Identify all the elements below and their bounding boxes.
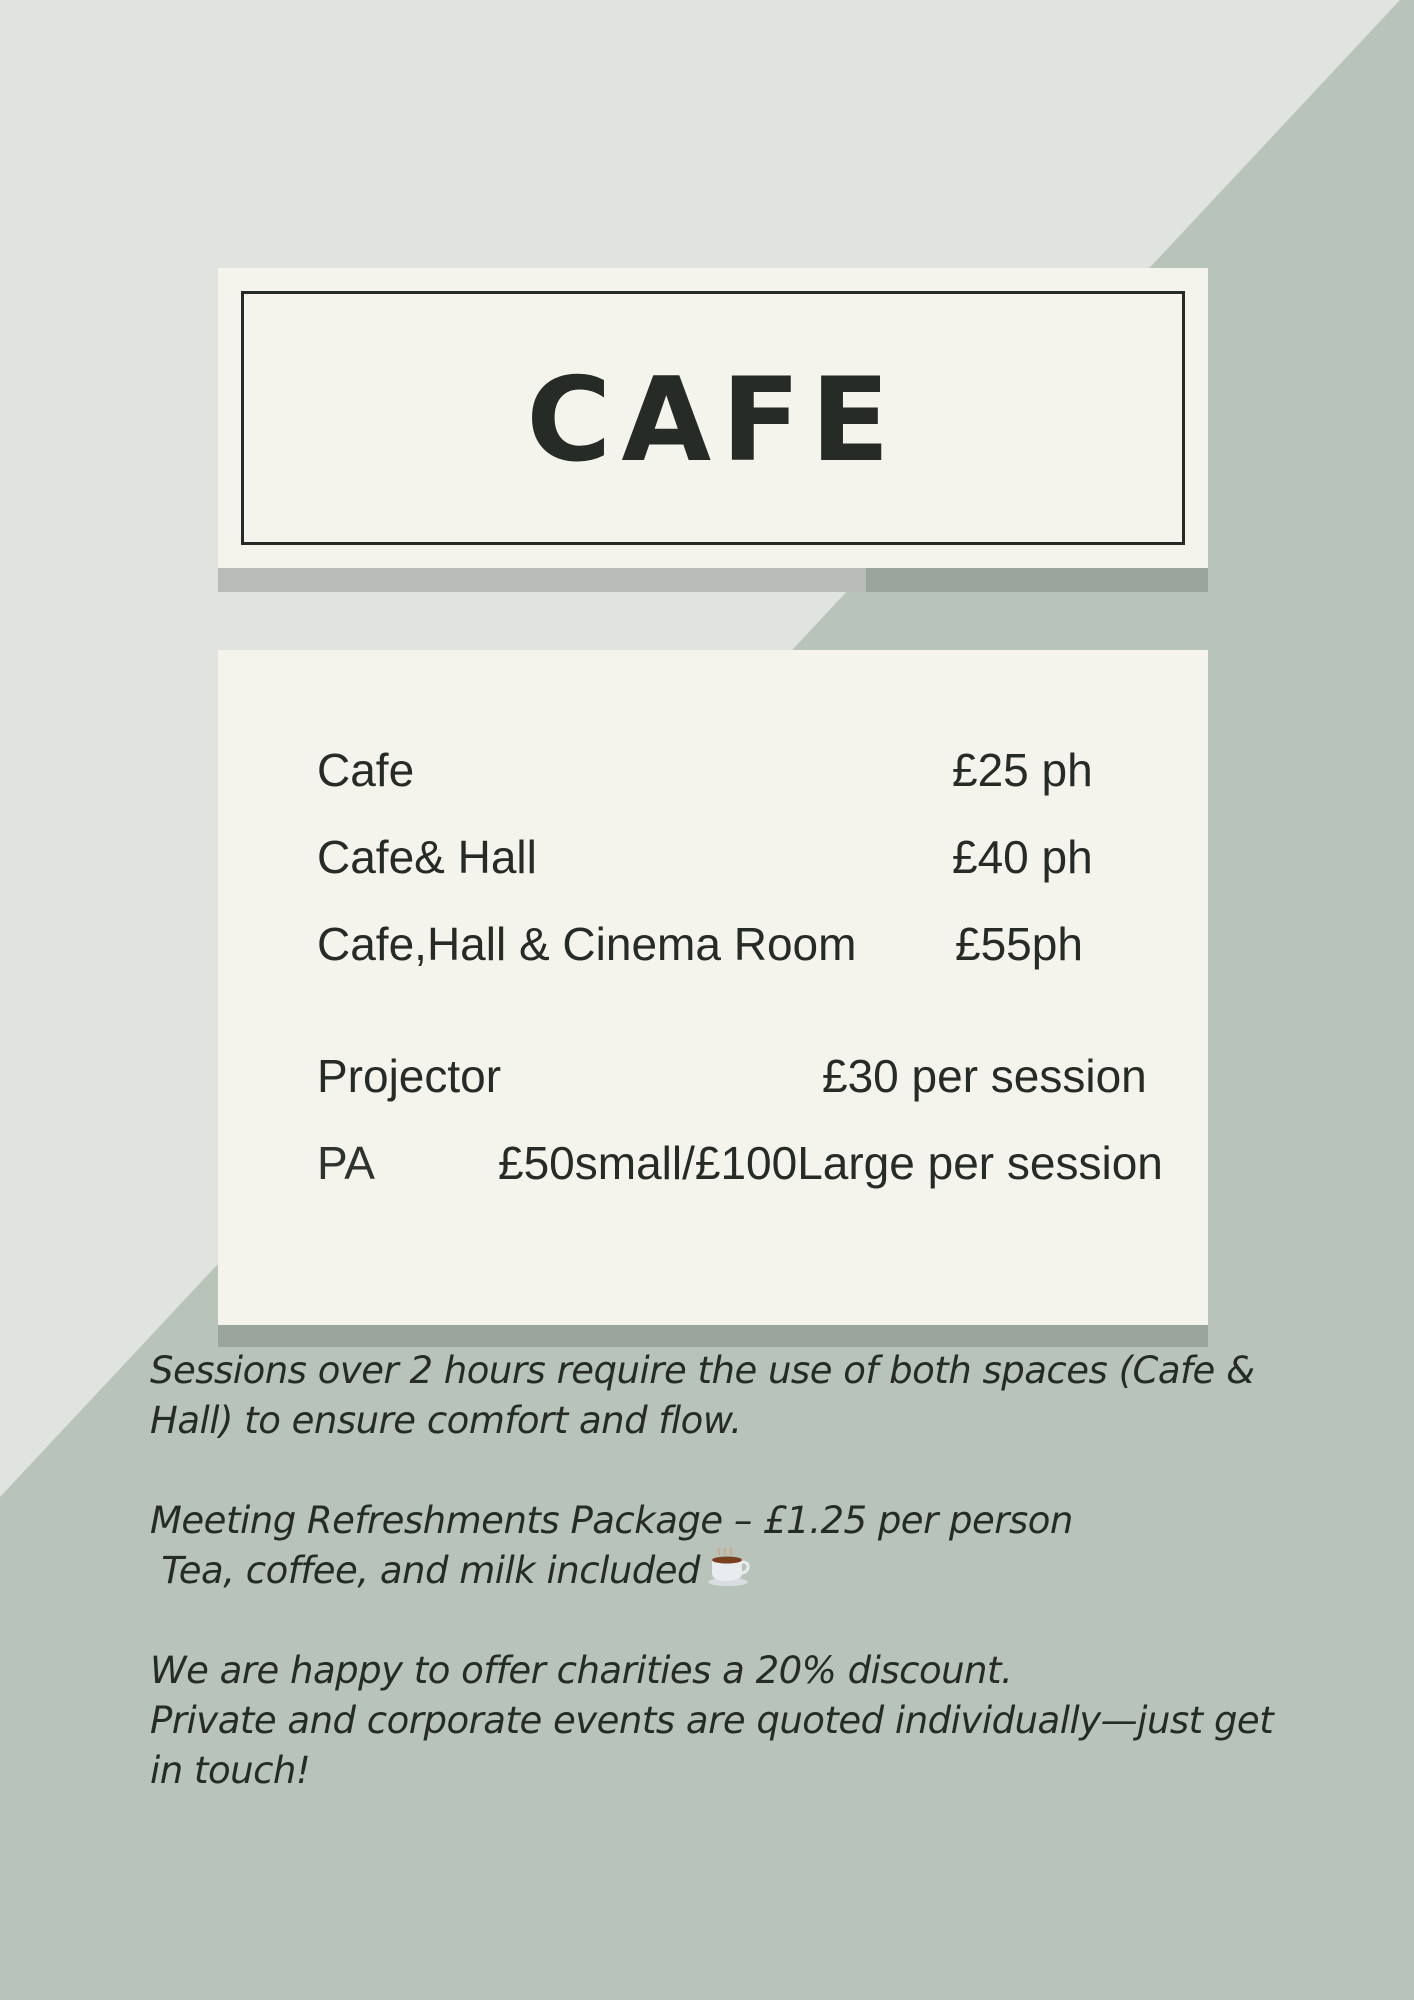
- refreshments-note-line2: [150, 1546, 1300, 1596]
- rate-label-cafe-hall: Cafe& Hall: [317, 831, 537, 883]
- charities-note: We are happy to offer charities a 20% discount.: [150, 1649, 1013, 1692]
- rate-price-cafe: £25 ph: [952, 744, 1093, 796]
- sessions-note-line2: Hall) to ensure comfort and flow.: [150, 1399, 742, 1442]
- sessions-note-line1: Sessions over 2 hours require the use of both spaces (Cafe &: [150, 1349, 1255, 1392]
- equipment-label-pa: PA: [317, 1137, 375, 1189]
- hot-beverage-icon: [706, 1547, 750, 1587]
- title-card: [218, 268, 1208, 568]
- price-card-shadow: [218, 1325, 1208, 1347]
- title-card-shadow: [218, 568, 1208, 592]
- refreshments-note-line1: Meeting Refreshments Package – £1.25 per person: [150, 1499, 1073, 1542]
- equipment-price-pa: £50small/£100Large per session: [498, 1137, 1163, 1189]
- refreshments-note-text: Tea, coffee, and milk included: [150, 1549, 701, 1592]
- page-title: CAFE: [526, 352, 900, 488]
- equipment-label-projector: Projector: [317, 1050, 502, 1102]
- rate-label-cafe: Cafe: [317, 744, 415, 796]
- rate-price-cafe-hall: £40 ph: [952, 831, 1093, 883]
- private-events-note-line1: Private and corporate events are quoted individually—just get: [150, 1699, 1274, 1742]
- rate-price-cafe-hall-cinema: £55ph: [955, 918, 1083, 970]
- title-frame: [241, 291, 1185, 545]
- rate-label-cafe-hall-cinema: Cafe,Hall & Cinema Room: [317, 918, 857, 970]
- notes-section: [150, 1346, 1300, 1796]
- private-events-note-line2: in touch!: [150, 1749, 311, 1792]
- equipment-price-projector: £30 per session: [822, 1050, 1147, 1102]
- price-list-card: [218, 650, 1208, 1325]
